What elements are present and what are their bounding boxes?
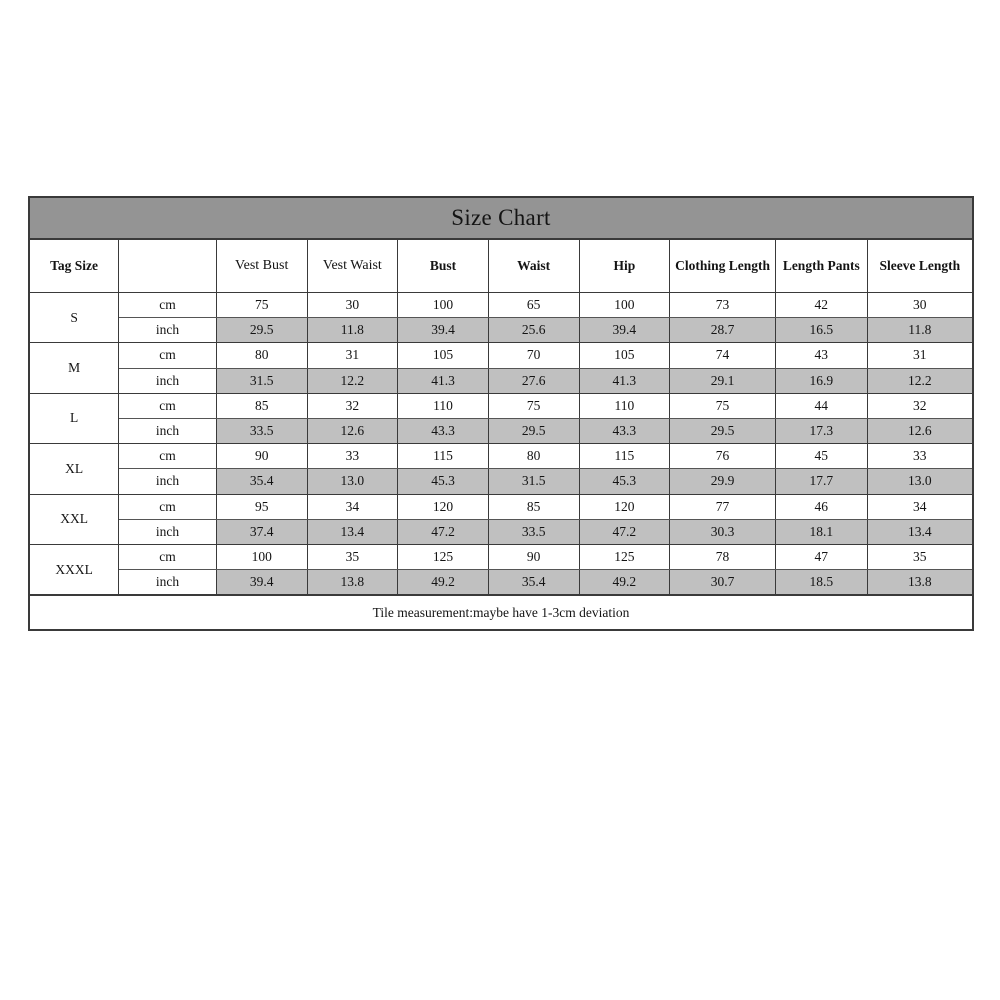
tag-size-cell-xxl: XXL <box>29 494 119 544</box>
cell-value: 33.5 <box>216 418 307 443</box>
cell-value: 31.5 <box>216 368 307 393</box>
cell-value: 43 <box>775 343 867 368</box>
cell-value: 43.3 <box>398 418 489 443</box>
cell-value: 73 <box>670 293 776 318</box>
cell-value: 31.5 <box>488 469 579 494</box>
cell-value: 37.4 <box>216 519 307 544</box>
cell-value: 105 <box>398 343 489 368</box>
cell-value: 33 <box>307 444 398 469</box>
cell-value: 47.2 <box>579 519 670 544</box>
table-row <box>29 444 973 469</box>
cell-value: 34 <box>867 494 973 519</box>
cell-value: 29.5 <box>488 418 579 443</box>
table-row <box>29 494 973 519</box>
cell-value: 35.4 <box>488 570 579 596</box>
cell-value: 29.5 <box>216 318 307 343</box>
column-header-clothing-length: Clothing Length <box>670 239 776 293</box>
unit-cell-inch: inch <box>119 469 217 494</box>
cell-value: 39.4 <box>579 318 670 343</box>
cell-value: 47 <box>775 544 867 569</box>
cell-value: 45.3 <box>579 469 670 494</box>
cell-value: 30 <box>867 293 973 318</box>
cell-value: 115 <box>398 444 489 469</box>
table-row <box>29 544 973 569</box>
cell-value: 30 <box>307 293 398 318</box>
cell-value: 115 <box>579 444 670 469</box>
cell-value: 80 <box>216 343 307 368</box>
cell-value: 29.9 <box>670 469 776 494</box>
cell-value: 75 <box>488 393 579 418</box>
unit-cell-inch: inch <box>119 570 217 596</box>
cell-value: 16.5 <box>775 318 867 343</box>
cell-value: 29.1 <box>670 368 776 393</box>
tag-size-cell-xl: XL <box>29 444 119 494</box>
table-row <box>29 318 973 343</box>
cell-value: 42 <box>775 293 867 318</box>
cell-value: 18.1 <box>775 519 867 544</box>
cell-value: 77 <box>670 494 776 519</box>
table-row <box>29 570 973 596</box>
unit-cell-cm: cm <box>119 444 217 469</box>
cell-value: 13.4 <box>307 519 398 544</box>
unit-cell-inch: inch <box>119 519 217 544</box>
cell-value: 35 <box>867 544 973 569</box>
cell-value: 85 <box>488 494 579 519</box>
table-row <box>29 393 973 418</box>
cell-value: 49.2 <box>579 570 670 596</box>
cell-value: 120 <box>579 494 670 519</box>
table-row <box>29 519 973 544</box>
column-header-sleeve-length: Sleeve Length <box>867 239 973 293</box>
cell-value: 105 <box>579 343 670 368</box>
cell-value: 100 <box>216 544 307 569</box>
table-footer-row <box>29 595 973 630</box>
cell-value: 78 <box>670 544 776 569</box>
cell-value: 32 <box>307 393 398 418</box>
unit-cell-cm: cm <box>119 544 217 569</box>
column-header-vest-waist: Vest Waist <box>307 239 398 293</box>
cell-value: 45.3 <box>398 469 489 494</box>
tag-size-cell-l: L <box>29 393 119 443</box>
footer-note: Tile measurement:maybe have 1-3cm deviation <box>29 595 973 630</box>
cell-value: 13.4 <box>867 519 973 544</box>
page-title: Size Chart <box>29 197 973 239</box>
unit-cell-cm: cm <box>119 343 217 368</box>
column-header-tag-size: Tag Size <box>29 239 119 293</box>
cell-value: 65 <box>488 293 579 318</box>
cell-value: 12.2 <box>307 368 398 393</box>
cell-value: 80 <box>488 444 579 469</box>
table-row <box>29 469 973 494</box>
unit-cell-inch: inch <box>119 318 217 343</box>
cell-value: 39.4 <box>216 570 307 596</box>
cell-value: 41.3 <box>579 368 670 393</box>
unit-cell-cm: cm <box>119 494 217 519</box>
cell-value: 70 <box>488 343 579 368</box>
unit-cell-inch: inch <box>119 418 217 443</box>
cell-value: 75 <box>216 293 307 318</box>
cell-value: 75 <box>670 393 776 418</box>
table-row <box>29 293 973 318</box>
cell-value: 125 <box>398 544 489 569</box>
table-row <box>29 418 973 443</box>
unit-cell-cm: cm <box>119 293 217 318</box>
cell-value: 74 <box>670 343 776 368</box>
cell-value: 17.7 <box>775 469 867 494</box>
column-header-hip: Hip <box>579 239 670 293</box>
tag-size-cell-xxxl: XXXL <box>29 544 119 595</box>
cell-value: 90 <box>488 544 579 569</box>
table-row <box>29 368 973 393</box>
cell-value: 39.4 <box>398 318 489 343</box>
column-header-bust: Bust <box>398 239 489 293</box>
cell-value: 110 <box>579 393 670 418</box>
cell-value: 35 <box>307 544 398 569</box>
cell-value: 41.3 <box>398 368 489 393</box>
cell-value: 45 <box>775 444 867 469</box>
cell-value: 46 <box>775 494 867 519</box>
cell-value: 49.2 <box>398 570 489 596</box>
cell-value: 100 <box>398 293 489 318</box>
cell-value: 120 <box>398 494 489 519</box>
cell-value: 76 <box>670 444 776 469</box>
cell-value: 32 <box>867 393 973 418</box>
column-header-length-pants: Length Pants <box>775 239 867 293</box>
cell-value: 12.6 <box>867 418 973 443</box>
cell-value: 11.8 <box>867 318 973 343</box>
table-row <box>29 343 973 368</box>
cell-value: 11.8 <box>307 318 398 343</box>
size-chart-container <box>28 196 974 631</box>
cell-value: 12.2 <box>867 368 973 393</box>
cell-value: 12.6 <box>307 418 398 443</box>
cell-value: 35.4 <box>216 469 307 494</box>
cell-value: 13.0 <box>307 469 398 494</box>
cell-value: 29.5 <box>670 418 776 443</box>
cell-value: 44 <box>775 393 867 418</box>
tag-size-cell-m: M <box>29 343 119 393</box>
cell-value: 43.3 <box>579 418 670 443</box>
cell-value: 31 <box>867 343 973 368</box>
cell-value: 28.7 <box>670 318 776 343</box>
cell-value: 95 <box>216 494 307 519</box>
cell-value: 33 <box>867 444 973 469</box>
tag-size-cell-s: S <box>29 293 119 343</box>
size-chart-table <box>28 196 974 631</box>
cell-value: 18.5 <box>775 570 867 596</box>
cell-value: 25.6 <box>488 318 579 343</box>
cell-value: 31 <box>307 343 398 368</box>
unit-cell-cm: cm <box>119 393 217 418</box>
table-header-row <box>29 239 973 293</box>
column-header-waist: Waist <box>488 239 579 293</box>
column-header-unit <box>119 239 217 293</box>
cell-value: 34 <box>307 494 398 519</box>
cell-value: 30.3 <box>670 519 776 544</box>
cell-value: 13.8 <box>867 570 973 596</box>
cell-value: 85 <box>216 393 307 418</box>
unit-cell-inch: inch <box>119 368 217 393</box>
cell-value: 16.9 <box>775 368 867 393</box>
cell-value: 100 <box>579 293 670 318</box>
cell-value: 27.6 <box>488 368 579 393</box>
cell-value: 90 <box>216 444 307 469</box>
cell-value: 47.2 <box>398 519 489 544</box>
cell-value: 110 <box>398 393 489 418</box>
cell-value: 13.8 <box>307 570 398 596</box>
column-header-vest-bust: Vest Bust <box>216 239 307 293</box>
cell-value: 125 <box>579 544 670 569</box>
title-row <box>29 197 973 239</box>
cell-value: 33.5 <box>488 519 579 544</box>
cell-value: 13.0 <box>867 469 973 494</box>
cell-value: 30.7 <box>670 570 776 596</box>
cell-value: 17.3 <box>775 418 867 443</box>
